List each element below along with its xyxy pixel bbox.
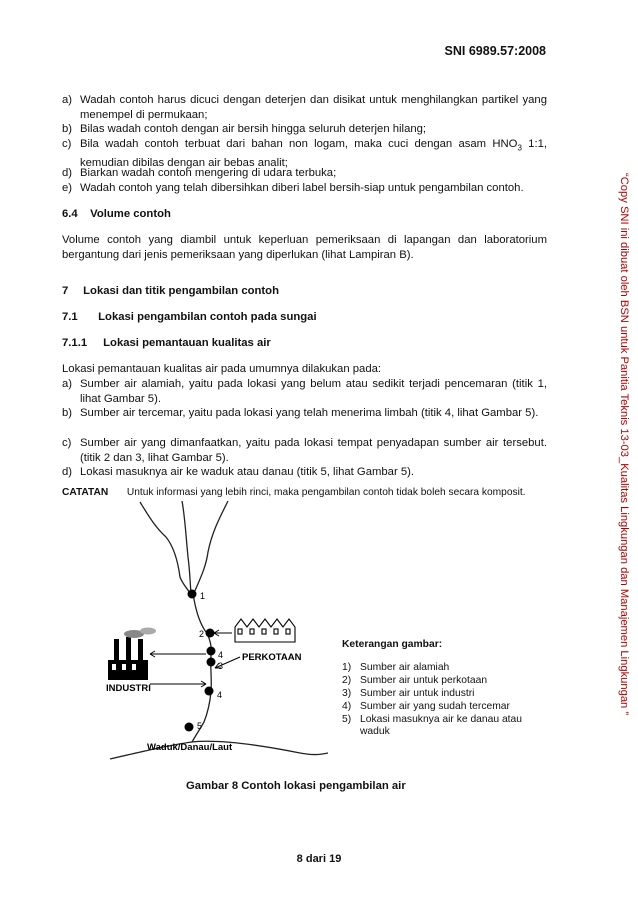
figure-legend bbox=[342, 639, 542, 739]
legend-text: Sumber air alamiah bbox=[360, 661, 450, 673]
list-text: Bilas wadah contoh dengan air bersih hingga seluruh deterjen hilang; bbox=[80, 123, 427, 135]
legend-marker: 5) bbox=[342, 713, 352, 725]
legend-text: Sumber air untuk industri bbox=[360, 687, 475, 699]
legend-marker: 3) bbox=[342, 687, 352, 699]
copyright-watermark bbox=[614, 173, 638, 716]
sampling-point bbox=[207, 647, 216, 656]
legend-text: Sumber air yang sudah tercemar bbox=[360, 700, 510, 712]
point-label: 4 bbox=[217, 690, 223, 700]
list-text: Biarkan wadah contoh mengering di udara terbuka; bbox=[80, 167, 337, 179]
legend-item bbox=[342, 662, 542, 675]
section-heading bbox=[62, 207, 171, 222]
sampling-point bbox=[207, 658, 216, 667]
list-text: Sumber air tercemar, yaitu pada lokasi yang telah menerima limbah (titik 4, lihat Gambar 5). bbox=[80, 407, 539, 419]
point-label: 2 bbox=[199, 629, 205, 639]
section-title: Lokasi pengambilan contoh pada sungai bbox=[98, 311, 317, 323]
list-marker: e) bbox=[62, 182, 73, 194]
legend-text: Sumber air untuk perkotaan bbox=[360, 674, 488, 686]
list-marker: d) bbox=[62, 167, 73, 179]
list-marker: a) bbox=[62, 94, 73, 106]
river-branch bbox=[140, 502, 190, 593]
list-marker: b) bbox=[62, 123, 73, 135]
point-label: 1 bbox=[200, 591, 206, 601]
list-item bbox=[62, 122, 547, 137]
note-text: Untuk informasi yang lebih rinci, maka pengambilan contoh tidak boleh secara komposit. bbox=[126, 487, 526, 498]
list-marker: d) bbox=[62, 466, 73, 478]
list-item bbox=[62, 377, 547, 406]
legend-marker: 4) bbox=[342, 700, 352, 712]
section-number: 7.1 bbox=[62, 311, 78, 323]
list-item bbox=[62, 181, 547, 196]
subscript: 3 bbox=[517, 143, 522, 153]
sampling-point bbox=[188, 590, 197, 599]
reservoir-label: Waduk/Danau/Laut bbox=[147, 742, 233, 753]
section-title: Lokasi pemantauan kualitas air bbox=[103, 337, 271, 349]
sampling-point bbox=[206, 629, 215, 638]
legend-marker: 2) bbox=[342, 674, 352, 686]
sampling-points bbox=[185, 590, 216, 732]
section-heading bbox=[62, 336, 271, 351]
legend-marker: 1) bbox=[342, 661, 352, 673]
city-label: PERKOTAAN bbox=[242, 652, 302, 663]
legend-title: Keterangan gambar: bbox=[342, 639, 443, 650]
sampling-point bbox=[205, 687, 214, 696]
river-branch bbox=[194, 501, 228, 593]
list-item bbox=[62, 166, 547, 181]
list-text: Wadah contoh harus dicuci dengan deterjen dan disikat untuk menghilangkan partikel yang menempel di permukaan; bbox=[80, 94, 547, 121]
point-label: 4 bbox=[218, 650, 224, 660]
list-item bbox=[62, 436, 547, 465]
sampling-location-figure bbox=[100, 497, 328, 769]
section-title: Volume contoh bbox=[90, 208, 171, 220]
section-title: Lokasi dan titik pengambilan contoh bbox=[83, 285, 279, 297]
note-label: CATATAN bbox=[62, 487, 109, 498]
list-marker: b) bbox=[62, 407, 73, 419]
list-marker: c) bbox=[62, 138, 72, 150]
page-number: 8 dari 19 bbox=[296, 853, 342, 865]
river-branch bbox=[182, 501, 191, 593]
list-text: Sumber air alamiah, yaitu pada lokasi yang belum atau sedikit terjadi pencemaran (titik 1, lihat Gambar 5). bbox=[80, 378, 547, 405]
list-text-part: Bila wadah contoh terbuat dari bahan non logam, maka cuci dengan asam HNO bbox=[80, 138, 518, 150]
flow-arrows bbox=[150, 630, 240, 687]
watermark-text: “Copy SNI ini dibuat oleh BSN untuk Panitia Teknis 13-03_Kualitas Lingkungan dan Manajemen Lingkungan ” bbox=[618, 173, 630, 716]
figure-caption: Gambar 8 Contoh lokasi pengambilan air bbox=[186, 780, 406, 792]
legend-text: Lokasi masuknya air ke danau atau waduk bbox=[360, 713, 522, 738]
document-code: SNI 6989.57:2008 bbox=[444, 44, 546, 58]
river-main bbox=[192, 593, 211, 742]
list-marker: c) bbox=[62, 437, 72, 449]
legend-item bbox=[342, 714, 542, 740]
industry-label: INDUSTRI bbox=[106, 683, 151, 694]
section-number: 7 bbox=[62, 285, 69, 297]
section-heading bbox=[62, 284, 279, 299]
list-text: Lokasi masuknya air ke waduk atau danau (titik 5, lihat Gambar 5). bbox=[80, 466, 415, 478]
paragraph: Volume contoh yang diambil untuk keperluan pemeriksaan di lapangan dan laboratorium bergantung dari jenis pemeriksaan yang diperlukan (lihat Lampiran B). bbox=[62, 234, 547, 261]
legend-item bbox=[342, 688, 542, 701]
list-text: Wadah contoh yang telah dibersihkan diberi label bersih-siap untuk pengambilan contoh. bbox=[80, 182, 524, 194]
section-number: 6.4 bbox=[62, 208, 78, 220]
section-heading bbox=[62, 310, 317, 325]
list-text-part: 1:1, kemudian dibilas dengan air bebas analit; bbox=[80, 138, 548, 169]
list-item bbox=[62, 465, 547, 480]
section-number: 7.1.1 bbox=[62, 337, 88, 349]
list-marker: a) bbox=[62, 378, 73, 390]
city-icon bbox=[235, 619, 295, 642]
list-item bbox=[62, 406, 547, 421]
list-text: Sumber air yang dimanfaatkan, yaitu pada lokasi tempat penyadapan sumber air tersebut. (titik 2 dan 3, lihat Gambar 5). bbox=[80, 437, 547, 464]
factory-icon bbox=[108, 628, 156, 681]
sampling-point bbox=[185, 723, 194, 732]
list-item bbox=[62, 93, 547, 122]
legend-item bbox=[342, 701, 542, 714]
point-label: 5 bbox=[197, 721, 203, 731]
legend-item bbox=[342, 675, 542, 688]
paragraph: Lokasi pemantauan kualitas air pada umumnya dilakukan pada: bbox=[62, 363, 382, 375]
point-label: 3 bbox=[218, 661, 224, 671]
